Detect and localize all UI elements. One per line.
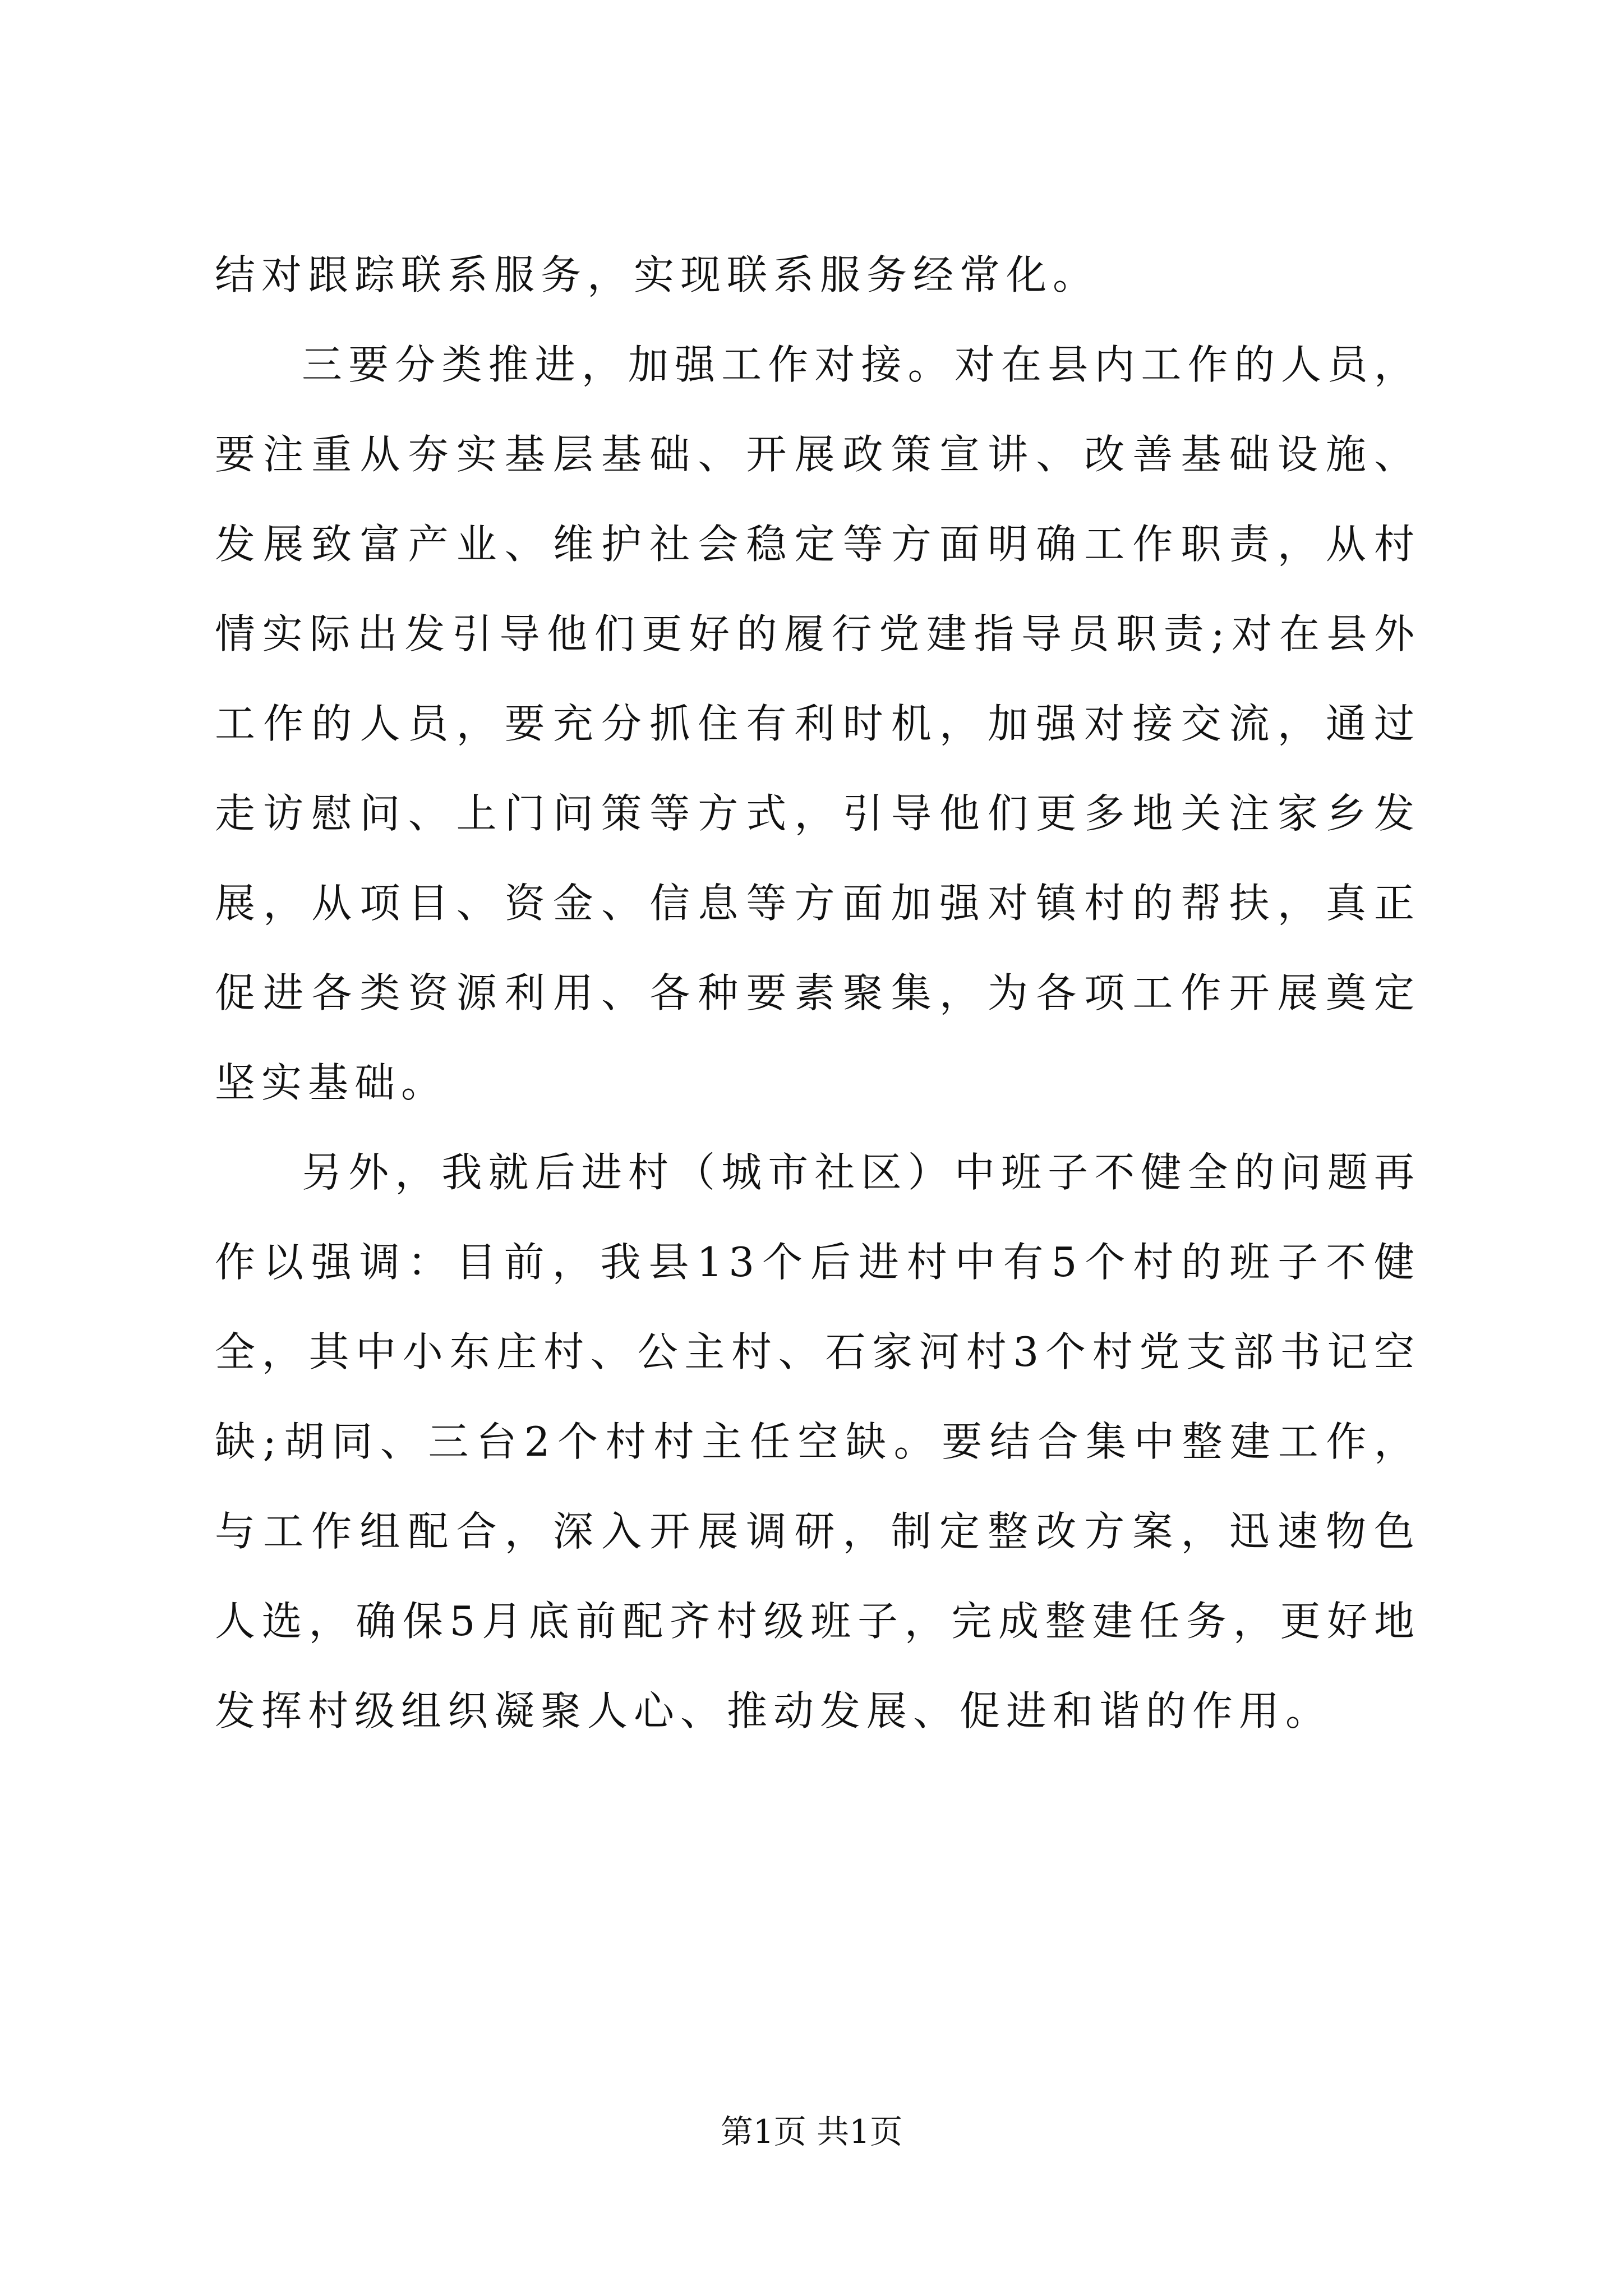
- paragraph-classified-promotion: 三要分类推进，加强工作对接。对在县内工作的人员，要注重从夯实基层基础、开展政策宣讲、改善基础设施、发展致富产业、维护社会稳定等方面明确工作职责，从村情实际出发引导他们更好的履行党建指导员职责;对在县外工作的人员，要充分抓住有利时机，加强对接交流，通过走访慰问、上门问策等方式，引导他们更多地关注家乡发展，从项目、资金、信息等方面加强对镇村的帮扶，真正促进各类资源利用、各种要素聚集，为各项工作开展奠定坚实基础。: [215, 341, 1421, 1106]
- paragraph-backward-villages: 另外，我就后进村（城市社区）中班子不健全的问题再作以强调：目前，我县13个后进村中有5个村的班子不健全，其中小东庄村、公主村、石家河村3个村党支部书记空缺;胡同、三台2个村村主任空缺。要结合集中整建工作，与工作组配合，深入开展调研，制定整改方案，迅速物色人选，确保5月底前配齐村级班子，完成整建任务，更好地发挥村级组织凝聚人心、推动发展、促进和谐的作用。: [215, 1149, 1421, 1734]
- document-body: [215, 230, 1421, 1756]
- paragraph-continuation: 结对跟踪联系服务，实现联系服务经常化。: [215, 251, 1100, 298]
- page-footer: 第1页 共1页: [720, 2113, 903, 2151]
